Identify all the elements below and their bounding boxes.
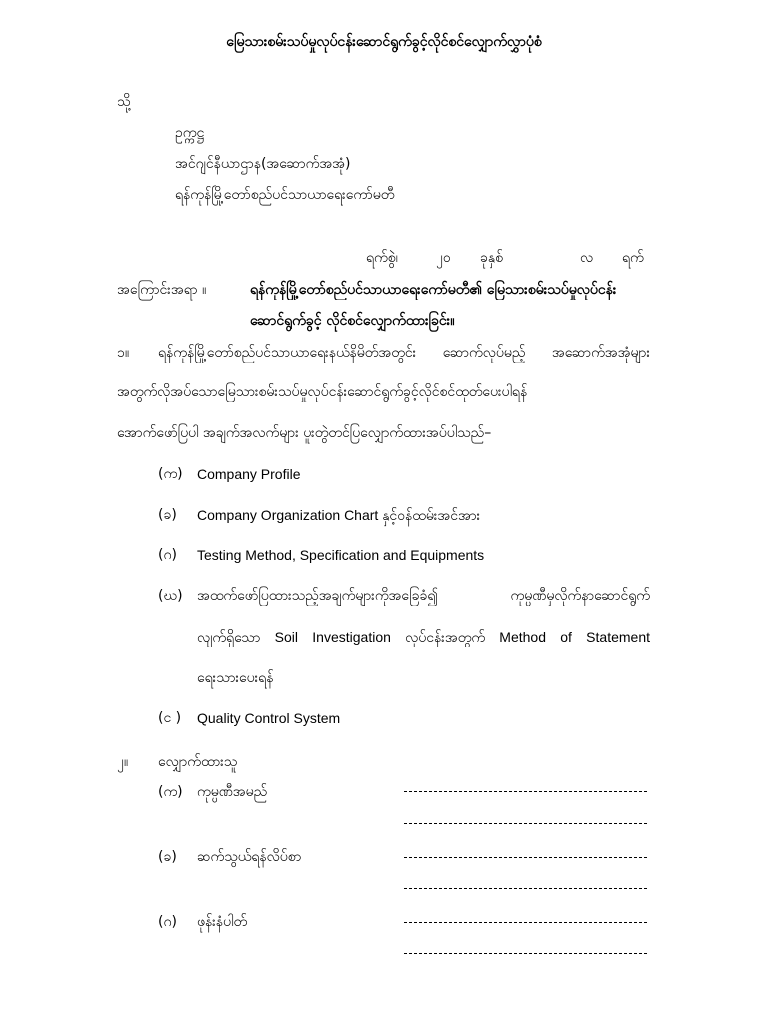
item-method-statement-line-1: အထက်ဖော်ပြထားသည့်အချက်များကိုအခြေခံ၍ ကုမ္ပဏီမှလိုက်နာဆောင်ရွက် <box>197 588 650 604</box>
item-method-statement-line-2: လျက်ရှိသော Soil Investigation လုပ်ငန်းအတွက် Method of Statement <box>197 629 650 645</box>
date-year-prefix: ၂၀ <box>436 250 451 266</box>
section-2-number: ၂။ <box>117 754 129 770</box>
company-name-line-1 <box>404 791 647 792</box>
date-label: ရက်စွဲ၊ <box>366 250 398 266</box>
item-label-gha: (ဃ) <box>158 588 183 604</box>
phone-line-2 <box>404 953 647 954</box>
to-label: သို့ <box>117 94 131 110</box>
item-organization-chart: Company Organization Chart နှင့်ဝန်ထမ်းအင်အား <box>197 507 481 523</box>
subject-line-1: ရန်ကုန်မြို့တော်စည်ပင်သာယာရေးကော်မတီ၏ မြေသားစမ်းသပ်မှုလုပ်ငန်း <box>250 282 617 298</box>
section-1-line-3: အောက်ဖော်ပြပါ အချက်အလက်များ ပူးတွဲတင်ပြလျှောက်ထားအပ်ပါသည်– <box>117 425 492 441</box>
item-label-ka: (က) <box>158 466 183 482</box>
item-label-nga: (င ) <box>158 710 182 726</box>
applicant-address-label: ဆက်သွယ်ရန်လိပ်စာ <box>197 849 302 865</box>
date-day-suffix: ရက် <box>622 250 644 266</box>
item-label-ga: (ဂ) <box>158 547 177 563</box>
address-line-1 <box>404 857 647 858</box>
applicant-company-name-label: ကုမ္ပဏီအမည် <box>197 784 268 800</box>
item-testing-method: Testing Method, Specification and Equipments <box>197 547 485 563</box>
document-title: မြေသားစမ်းသပ်မှုလုပ်ငန်းဆောင်ရွက်ခွင့်လိုင်စင်လျှောက်လွှာပုံစံ <box>226 34 542 50</box>
date-year-suffix: ခုနှစ် <box>480 250 503 266</box>
date-month-suffix: လ <box>580 250 594 266</box>
applicant-label-kha: (ခ) <box>158 849 177 865</box>
section-1-line-1: ရန်ကုန်မြို့တော်စည်ပင်သာယာရေးနယ်နိမိတ်အတွင်း ဆောက်လုပ်မည့် အဆောက်အအုံများ <box>158 345 650 361</box>
section-1-number: ၁။ <box>117 345 130 361</box>
applicant-label-ka: (က) <box>158 784 183 800</box>
section-2-heading: လျှောက်ထားသူ <box>158 754 238 770</box>
item-method-statement-line-3: ရေးသားပေးရန် <box>197 670 274 686</box>
item-quality-control: Quality Control System <box>197 710 341 726</box>
item-label-kha: (ခ) <box>158 507 177 523</box>
subject-line-2: ဆောင်ရွက်ခွင့် လိုင်စင်လျှောက်ထားခြင်း။ <box>250 313 455 329</box>
section-1-line-2: အတွက်လိုအပ်သောမြေသားစမ်းသပ်မှုလုပ်ငန်းဆောင်ရွက်ခွင့်လိုင်စင်ထုတ်ပေးပါရန် <box>117 384 528 400</box>
applicant-phone-label: ဖုန်းနံပါတ် <box>197 914 248 930</box>
address-line-2 <box>404 888 647 889</box>
phone-line-1 <box>404 922 647 923</box>
item-company-profile: Company Profile <box>197 466 301 482</box>
applicant-label-ga: (ဂ) <box>158 914 177 930</box>
recipient-line-1: ဥက္ကဋ္ဌ <box>175 125 205 141</box>
subject-label: အကြောင်းအရာ ။ <box>117 282 207 298</box>
company-name-line-2 <box>404 823 647 824</box>
recipient-line-2: အင်ဂျင်နီယာဌာန(အဆောက်အအုံ) <box>175 156 351 172</box>
recipient-line-3: ရန်ကုန်မြို့တော်စည်ပင်သာယာရေးကော်မတီ <box>175 187 395 203</box>
